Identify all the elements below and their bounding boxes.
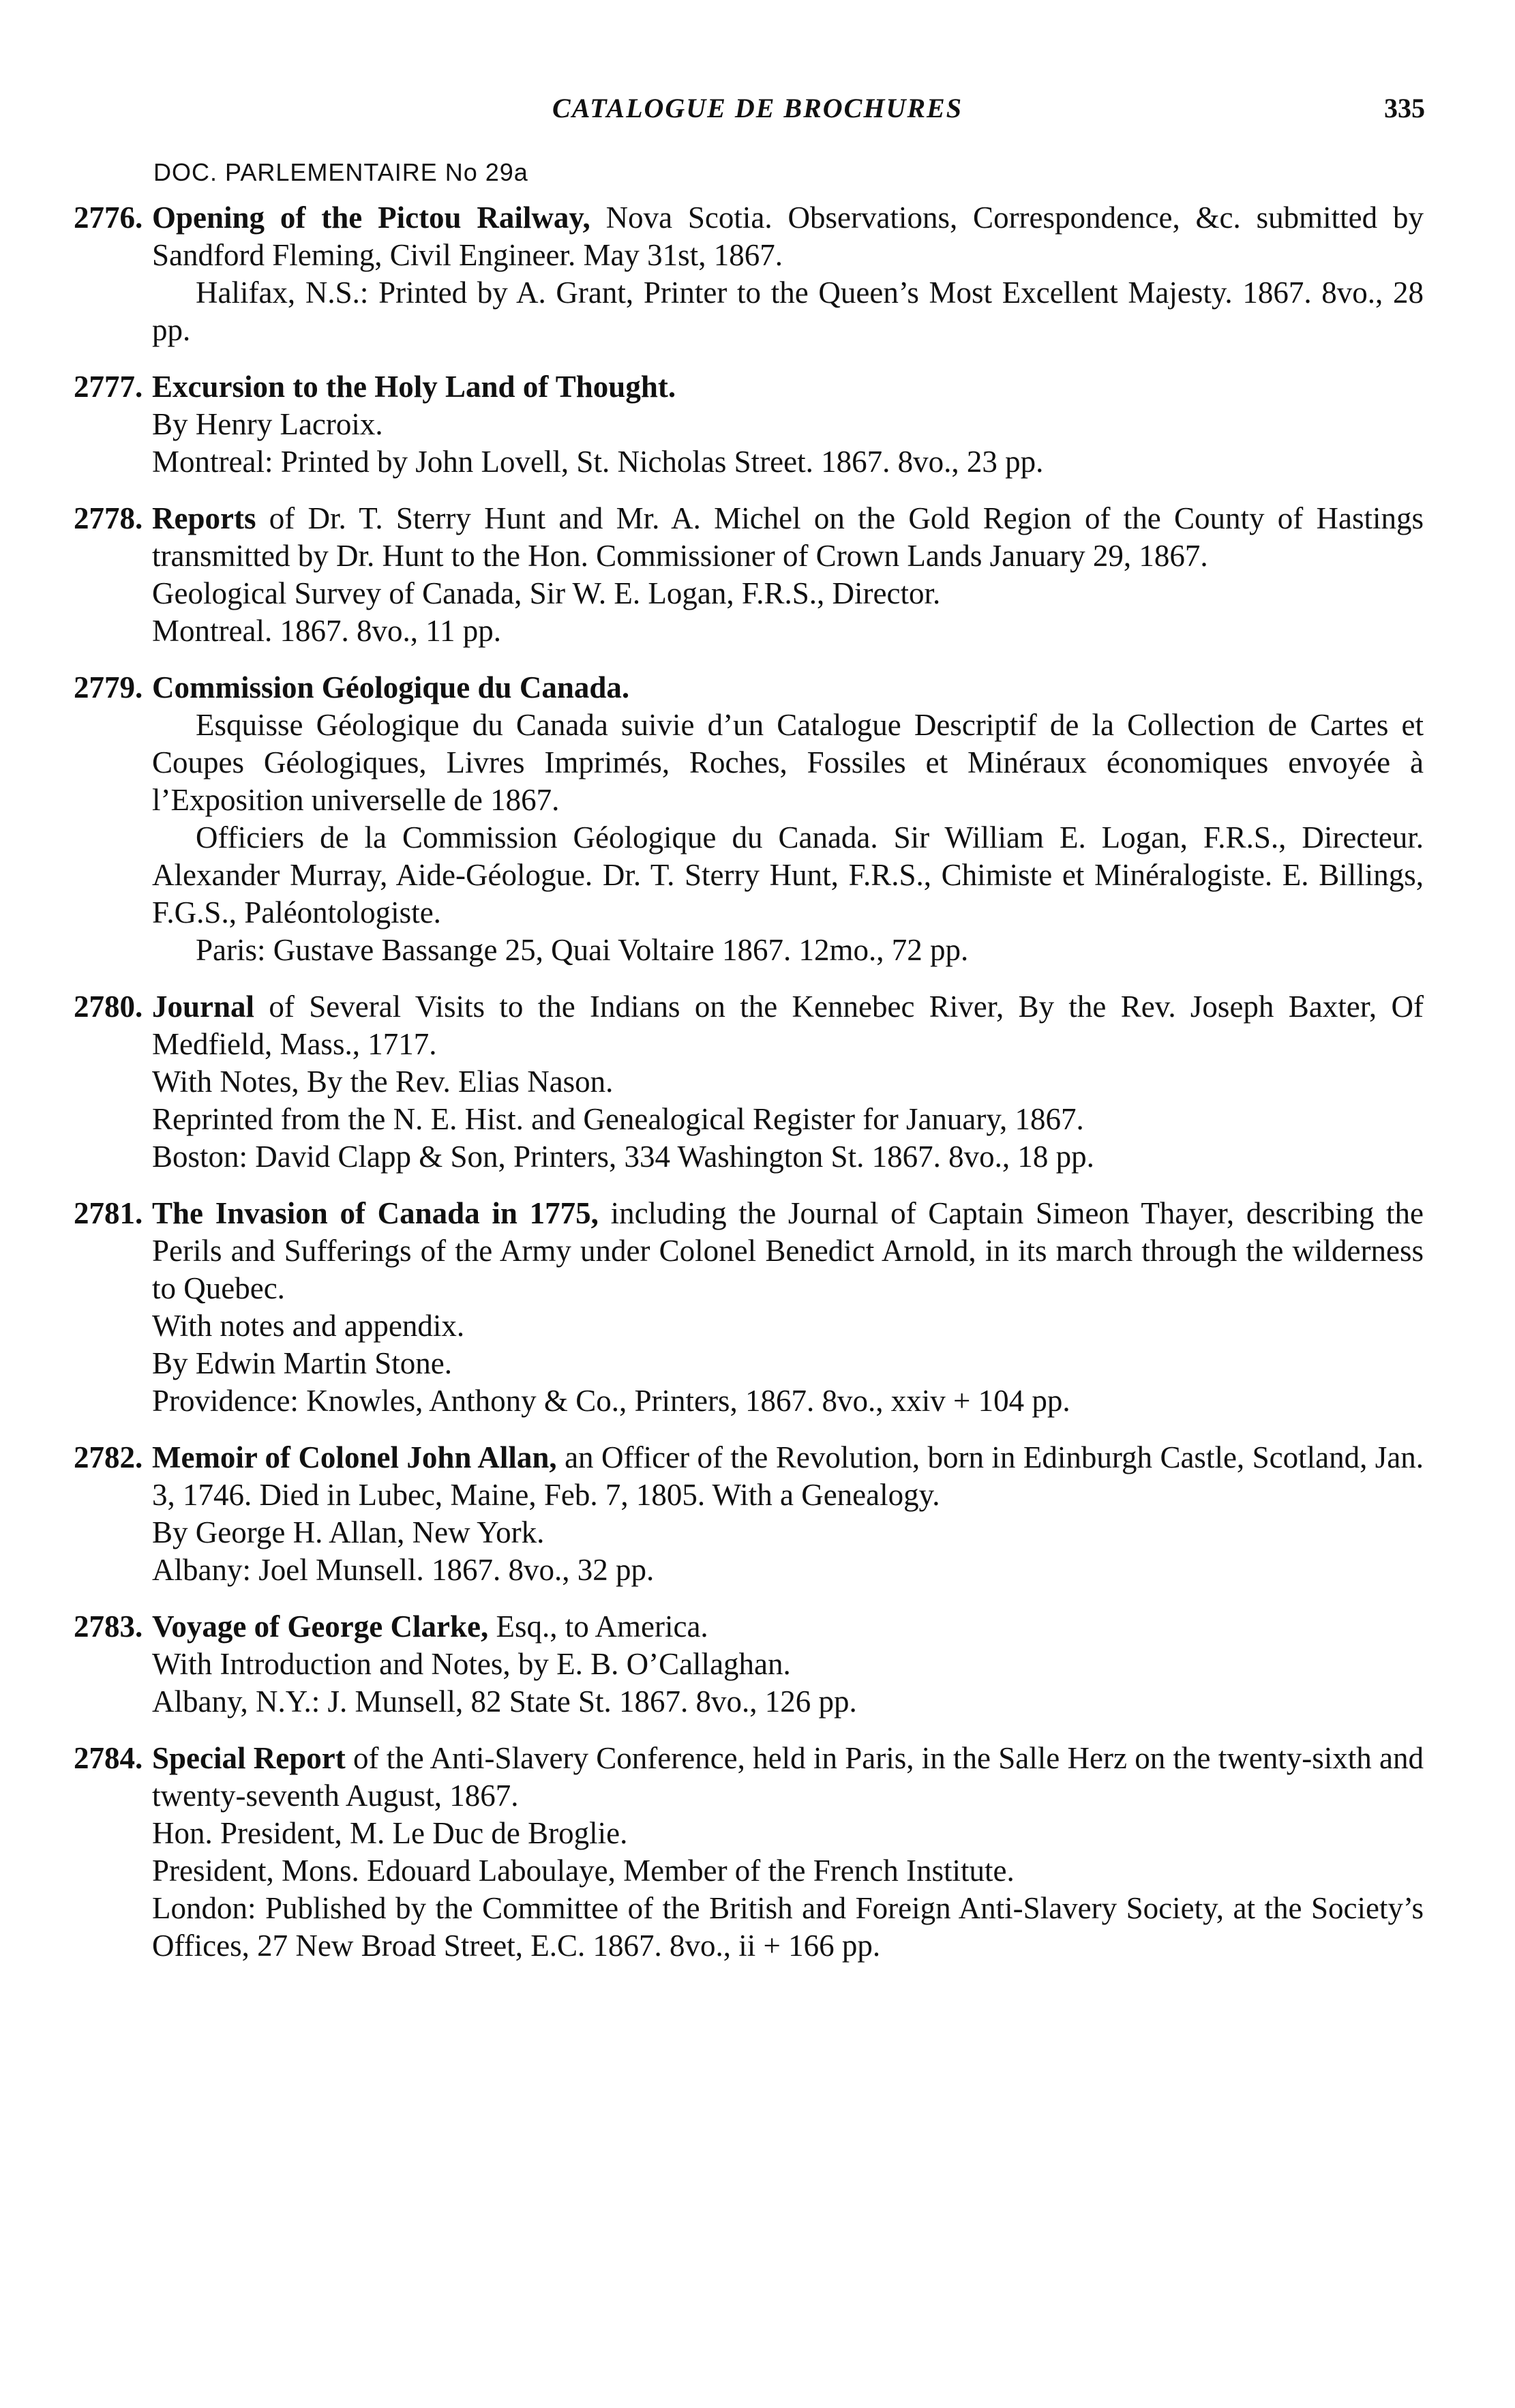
entry-number: 2780.	[74, 990, 143, 1024]
entry-description: of the Anti-Slavery Conference, held in Paris, in the Salle Herz on the twenty-sixth and twenty-seventh August, 1867.	[152, 1741, 1424, 1813]
entry-heading	[74, 988, 1424, 1063]
catalogue-entry	[74, 1195, 1424, 1420]
entry-imprint: Albany: Joel Munsell. 1867. 8vo., 32 pp.	[152, 1553, 655, 1587]
entry-title: Special Report	[152, 1741, 346, 1775]
entry-description: of Dr. T. Sterry Hunt and Mr. A. Michel on the Gold Region of the County of Hastings transmitted by Dr. Hunt to the Hon. Commissioner of Crown Lands January 29, 1867.	[152, 501, 1424, 573]
catalogue-entry	[74, 500, 1424, 650]
entry-notes: With Introduction and Notes, by E. B. O’Callaghan.	[152, 1647, 791, 1681]
entry-imprint: London: Published by the Committee of the British and Foreign Anti-Slavery Society, at the Society’s Offices, 27 New Broad Street, E.C. 1867. 8vo., ii + 166 pp.	[152, 1891, 1424, 1963]
entry-author: By George H. Allan, New York.	[152, 1515, 545, 1549]
entry-description: Nova Scotia. Observations, Correspondence, &c. submitted by Sandford Fleming, Civil Engineer. May 31st, 1867.	[152, 200, 1424, 272]
entry-number: 2783.	[74, 1609, 143, 1644]
entry-imprint: Paris: Gustave Bassange 25, Quai Voltaire 1867. 12mo., 72 pp.	[196, 933, 969, 967]
entry-title: The Invasion of Canada in 1775,	[152, 1196, 599, 1230]
catalogue-entry	[74, 1608, 1424, 1721]
entry-title: Reports	[152, 501, 256, 535]
running-header	[0, 92, 1515, 133]
entry-title: Memoir of Colonel John Allan,	[152, 1440, 557, 1474]
entry-heading	[74, 1608, 1424, 1646]
entry-author: By Edwin Martin Stone.	[152, 1346, 452, 1380]
entry-imprint: Boston: David Clapp & Son, Printers, 334 Washington St. 1867. 8vo., 18 pp.	[152, 1140, 1094, 1174]
entry-heading	[74, 199, 1424, 274]
catalogue-entry	[74, 1740, 1424, 1965]
catalogue-entry	[74, 199, 1424, 349]
entry-title: Commission Géologique du Canada.	[152, 670, 630, 704]
entry-heading	[74, 500, 1424, 575]
entry-imprint: Providence: Knowles, Anthony & Co., Printers, 1867. 8vo., xxiv + 104 pp.	[152, 1384, 1070, 1418]
page-number: 335	[1384, 93, 1425, 123]
entry-notes: With Notes, By the Rev. Elias Nason.	[152, 1065, 614, 1099]
entry-number: 2784.	[74, 1741, 143, 1775]
entry-title: Voyage of George Clarke,	[152, 1609, 489, 1644]
entry-title: Journal	[152, 990, 255, 1024]
entry-heading	[74, 368, 1424, 406]
entry-heading	[74, 1439, 1424, 1514]
entry-imprint: Montreal: Printed by John Lovell, St. Nicholas Street. 1867. 8vo., 23 pp.	[152, 445, 1044, 479]
entry-president: President, Mons. Edouard Laboulaye, Member of the French Institute.	[152, 1854, 1015, 1888]
entry-notes: With notes and appendix.	[152, 1309, 465, 1343]
entry-description: an Officer of the Revolution, born in Edinburgh Castle, Scotland, Jan. 3, 1746. Died in Lubec, Maine, Feb. 7, 1805. With a Genealogy.	[152, 1440, 1424, 1512]
entry-description: of Several Visits to the Indians on the Kennebec River, By the Rev. Joseph Baxter, Of Medfield, Mass., 1717.	[152, 990, 1424, 1061]
entry-imprint: Halifax, N.S.: Printed by A. Grant, Printer to the Queen’s Most Excellent Majesty. 1867. 8vo., 28 pp.	[152, 276, 1424, 347]
entry-honorary-president: Hon. President, M. Le Duc de Broglie.	[152, 1816, 628, 1850]
catalogue-entry	[74, 988, 1424, 1176]
entry-number: 2778.	[74, 501, 143, 535]
entry-author: By Henry Lacroix.	[152, 407, 383, 441]
catalogue-entry	[74, 368, 1424, 481]
entry-imprint: Albany, N.Y.: J. Munsell, 82 State St. 1867. 8vo., 126 pp.	[152, 1684, 857, 1719]
entry-heading	[74, 669, 1424, 707]
entry-description: Esq., to America.	[488, 1609, 708, 1644]
entry-subtitle: Esquisse Géologique du Canada suivie d’un Catalogue Descriptif de la Collection de Cartes et Coupes Géologiques, Livres Imprimés, Roches, Fossiles et Minéraux économiques envoyée à l’Exposition universelle de 1867.	[152, 708, 1424, 817]
entry-heading	[74, 1195, 1424, 1307]
entry-number: 2776.	[74, 200, 143, 235]
entry-number: 2782.	[74, 1440, 143, 1474]
entry-number: 2781.	[74, 1196, 143, 1230]
entry-imprint: Montreal. 1867. 8vo., 11 pp.	[152, 614, 502, 648]
catalogue-entries	[74, 199, 1424, 1984]
entry-title: Opening of the Pictou Railway,	[152, 200, 590, 235]
entry-title: Excursion to the Holy Land of Thought.	[152, 370, 676, 404]
entry-heading	[74, 1740, 1424, 1815]
catalogue-entry	[74, 669, 1424, 969]
running-title: CATALOGUE DE BROCHURES	[552, 93, 963, 123]
catalogue-entry	[74, 1439, 1424, 1589]
entry-publisher: Geological Survey of Canada, Sir W. E. Logan, F.R.S., Director.	[152, 576, 941, 610]
entry-number: 2777.	[74, 370, 143, 404]
entry-description: including the Journal of Captain Simeon Thayer, describing the Perils and Sufferings of the Army under Colonel Benedict Arnold, in its march through the wilderness to Quebec.	[152, 1196, 1424, 1305]
entry-number: 2779.	[74, 670, 143, 704]
document-reference: DOC. PARLEMENTAIRE No 29a	[153, 158, 528, 186]
entry-officers: Officiers de la Commission Géologique du Canada. Sir William E. Logan, F.R.S., Directeur. Alexander Murray, Aide-Géologue. Dr. T. Sterry Hunt, F.R.S., Chimiste et Minéralogiste. E. Billings, F.G.S., Paléontologiste.	[152, 820, 1424, 930]
entry-reprint-note: Reprinted from the N. E. Hist. and Genealogical Register for January, 1867.	[152, 1102, 1084, 1136]
